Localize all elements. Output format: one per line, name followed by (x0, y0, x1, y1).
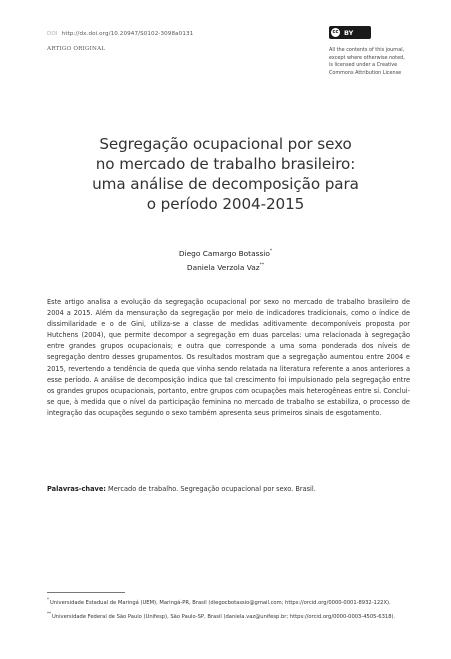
title-line: uma análise de decomposição para (92, 175, 359, 193)
title-line: Segregação ocupacional por sexo (99, 135, 352, 153)
footnote-divider (47, 592, 125, 593)
license-note: All the contents of this journal, except where otherwise noted, is licensed under a Creative Commons Attribution License (329, 47, 405, 76)
creative-commons-icon: cc (332, 29, 339, 35)
footnote-mark: ** (47, 611, 51, 616)
doi-link[interactable]: http://dx.doi.org/10.20947/S0102-3098a0131 (61, 31, 194, 37)
title-line: no mercado de trabalho brasileiro: (95, 155, 356, 173)
cc-by-label: BY (344, 28, 354, 37)
cc-by-license-badge[interactable] (329, 26, 371, 39)
footnote: *Universidade Estadual de Maringá (UEM), Maringá-PR, Brasil (diegocbotassio@gmail.com; https://orcid.org/0000-0001-8932-122X). (47, 597, 391, 606)
section-label: ARTIGO ORIGINAL (47, 46, 106, 52)
article-title (40, 134, 411, 214)
author-list (0, 246, 451, 274)
footnotes (47, 596, 412, 624)
keywords (47, 484, 410, 495)
doi-label: DOI (47, 31, 58, 37)
title-line: o período 2004-2015 (146, 195, 305, 213)
author-name: Daniela Verzola Vaz** (186, 263, 265, 272)
footnote: **Universidade Federal de São Paulo (Unifesp), São Paulo-SP, Brasil (daniela.vaz@unifesp.br; https://orcid.org/0000-0003-4505-6318). (47, 611, 396, 620)
keywords-label: Palavras-chave: (47, 485, 106, 493)
author-footnote-mark[interactable]: * (269, 249, 273, 254)
abstract: Este artigo analisa a evolução da segregação ocupacional por sexo no mercado de trabalho brasileiro de 2004 a 2015. Além da mensuração da segregação por meio de indicadores tradicionais, como o índice de dissimilaridade e o de Gini, utiliza-se a classe de medidas aditivamente decomponíveis proposta por Hutchens (2004), que permite decompor a segregação em duas parcelas: uma relacionada à segregação entre grandes grupos ocupacionais; e outra que corresponde a uma soma ponderada dos níveis de segregação dentro desses grupamentos. Os resultados mostram que a segregação aumentou entre 2004 e 2015, revertendo a tendência de queda que vinha sendo relatada na literatura referente a anos anteriores a esse período. A análise de decomposição indica que tal crescimento foi impulsionado pela segregação entre os grandes grupos ocupacionais, portanto, entre grupos com ocupações mais heterogêneas entre si. Conclui-se que, à medida que o nível da participação feminina no mercado de trabalho se estabiliza, o processo de integração das ocupações segundo o sexo também apresenta seus primeiros sinais de esgotamento. (47, 298, 410, 417)
footnote-mark: * (47, 597, 49, 602)
author-footnote-mark[interactable]: ** (259, 263, 265, 268)
doi-line (47, 31, 193, 37)
keywords-text: Mercado de trabalho. Segregação ocupacional por sexo. Brasil. (108, 485, 316, 493)
author-name: Diego Camargo Botassio* (178, 249, 273, 258)
